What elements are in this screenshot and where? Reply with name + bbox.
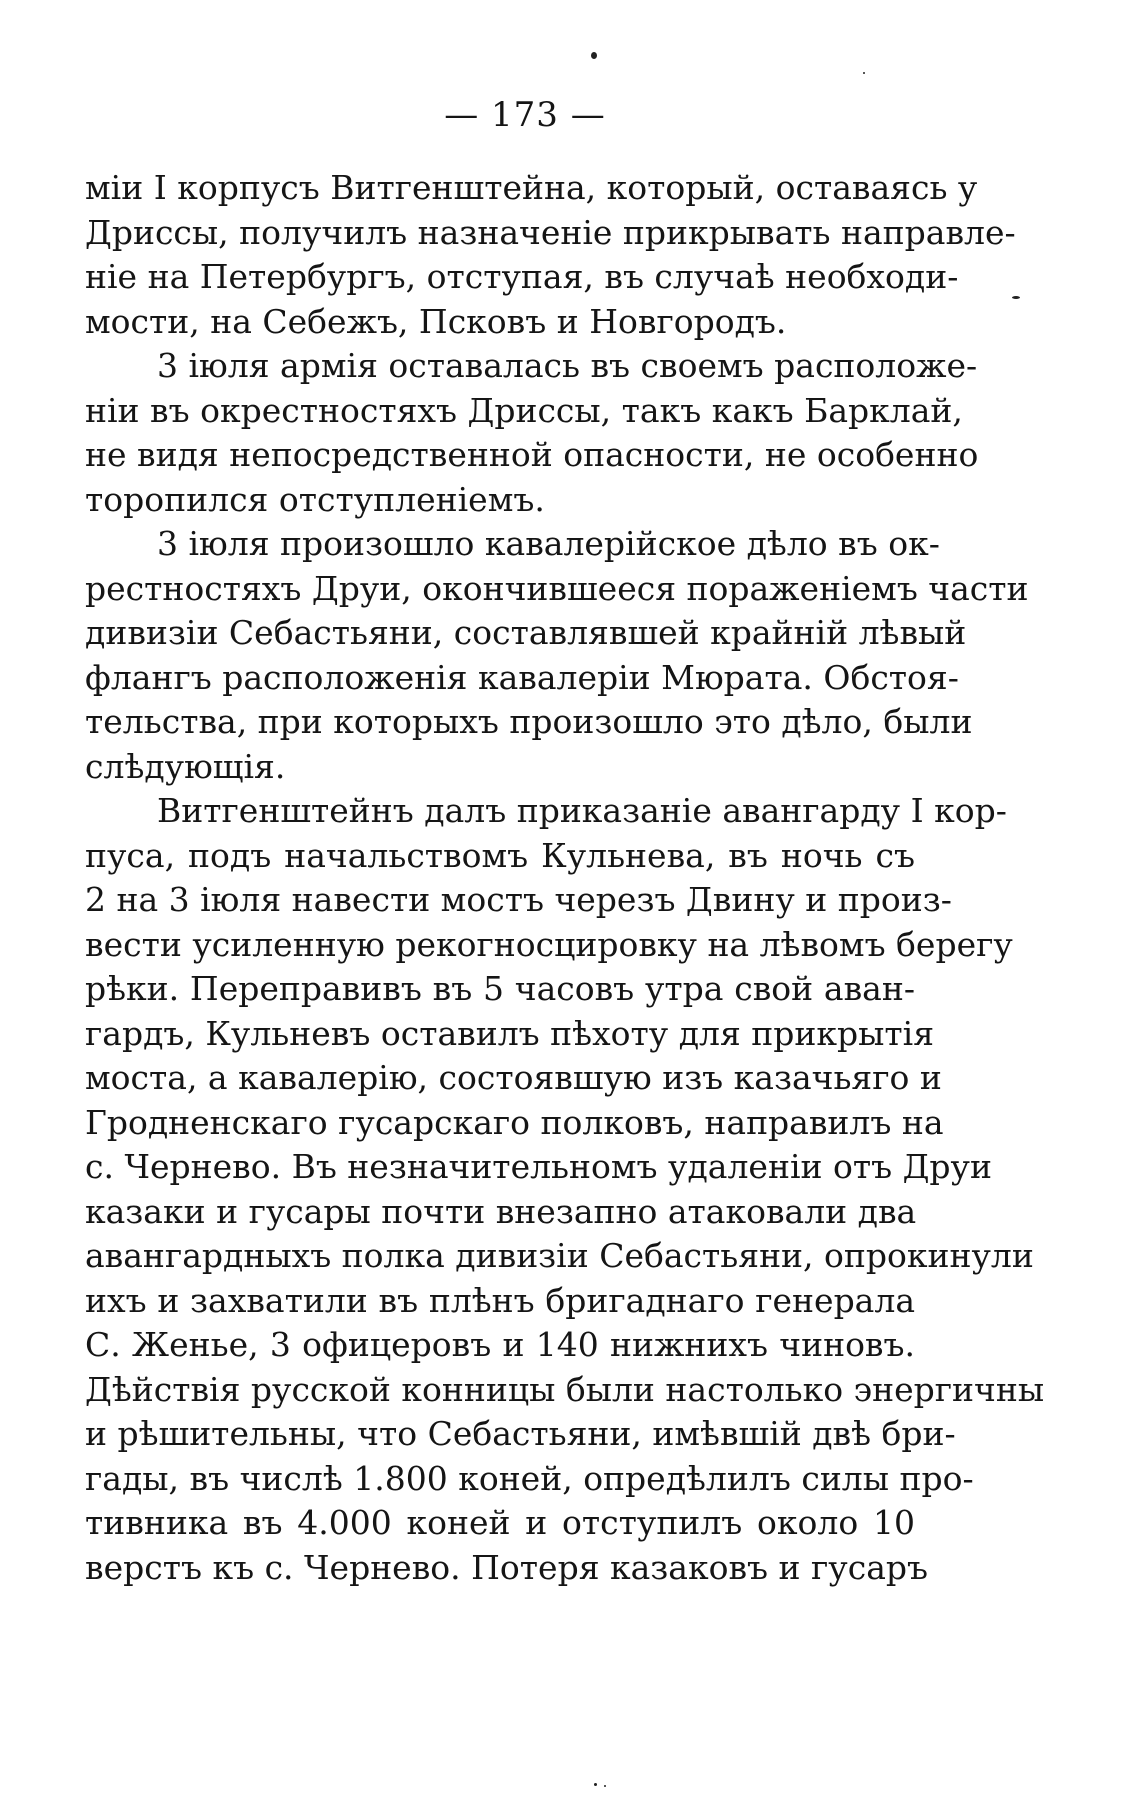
text-line: слѣдующія.	[85, 746, 286, 786]
body-text	[85, 166, 1045, 1590]
text-line: мости, на Себежъ, Псковъ и Новгородъ.	[85, 301, 787, 341]
ink-speck	[1012, 296, 1020, 299]
paragraph	[85, 166, 1016, 344]
text-line: пуса, подъ начальствомъ Кульнева, въ ночь съ	[85, 835, 915, 875]
text-line: рестностяхъ Друи, окончившееся пораженіемъ части	[85, 568, 1029, 608]
text-line: рѣки. Переправивъ въ 5 часовъ утра свой аван-	[85, 969, 915, 1008]
text-line: 3 іюля армія оставалась въ своемъ расположе-	[157, 346, 978, 385]
text-line: торопился отступленіемъ.	[85, 479, 545, 519]
text-line: с. Чернево. Въ незначительномъ удаленіи отъ Друи	[85, 1147, 992, 1186]
text-line: верстъ къ с. Чернево. Потеря казаковъ и гусаръ	[85, 1547, 928, 1587]
text-line: міи I корпусъ Витгенштейна, который, оставаясь у	[85, 168, 978, 207]
text-line: ихъ и захватили въ плѣнъ бригаднаго генерала	[85, 1280, 915, 1320]
text-line: ніе на Петербургъ, отступая, въ случаѣ необходи-	[85, 257, 959, 296]
text-line: Гродненскаго гусарскаго полковъ, направилъ на	[85, 1102, 944, 1142]
text-line: тельства, при которыхъ произошло это дѣло, были	[85, 702, 973, 741]
text-line: ніи въ окрестностяхъ Дриссы, такъ какъ Барклай,	[85, 390, 963, 430]
text-line: вести усиленную рекогносцировку на лѣвомъ берегу	[85, 924, 1013, 964]
paragraph	[85, 344, 979, 522]
ink-speck	[591, 52, 597, 59]
paragraph	[85, 789, 1045, 1590]
ink-speck	[863, 72, 865, 74]
ink-speck	[594, 1783, 597, 1786]
text-line: 2 на 3 іюля навести мостъ черезъ Двину и произ-	[85, 880, 952, 919]
text-line: Дѣйствія русской конницы были настолько энергичны	[85, 1369, 1045, 1409]
text-line: С. Женье, 3 офицеровъ и 140 нижнихъ чиновъ.	[85, 1325, 915, 1364]
text-line: тивника въ 4.000 коней и отступилъ около 10	[85, 1503, 915, 1542]
text-line: Дриссы, получилъ назначеніе прикрывать направле-	[85, 212, 1016, 252]
text-line: гардъ, Кульневъ оставилъ пѣхоту для прикрытія	[85, 1013, 935, 1053]
text-line: моста, а кавалерію, состоявшую изъ казачьяго и	[85, 1058, 942, 1097]
text-line: гады, въ числѣ 1.800 коней, опредѣлилъ силы про-	[85, 1458, 974, 1498]
text-line: не видя непосредственной опасности, не особенно	[85, 435, 979, 474]
text-line: флангъ расположенія кавалеріи Мюрата. Обстоя-	[85, 657, 959, 697]
page-number: — 173 —	[444, 95, 606, 135]
ink-speck	[604, 1785, 606, 1787]
paragraph	[85, 522, 1029, 789]
text-line: Витгенштейнъ далъ приказаніе авангарду I кор-	[157, 791, 1007, 830]
text-line: авангардныхъ полка дивизіи Себастьяни, опрокинули	[85, 1236, 1034, 1275]
text-line: и рѣшительны, что Себастьяни, имѣвшій двѣ бри-	[85, 1414, 956, 1453]
text-line: 3 іюля произошло кавалерійское дѣло въ ок-	[157, 524, 940, 563]
text-line: казаки и гусары почти внезапно атаковали два	[85, 1191, 917, 1231]
text-line: дивизіи Себастьяни, составлявшей крайній лѣвый	[85, 613, 967, 652]
